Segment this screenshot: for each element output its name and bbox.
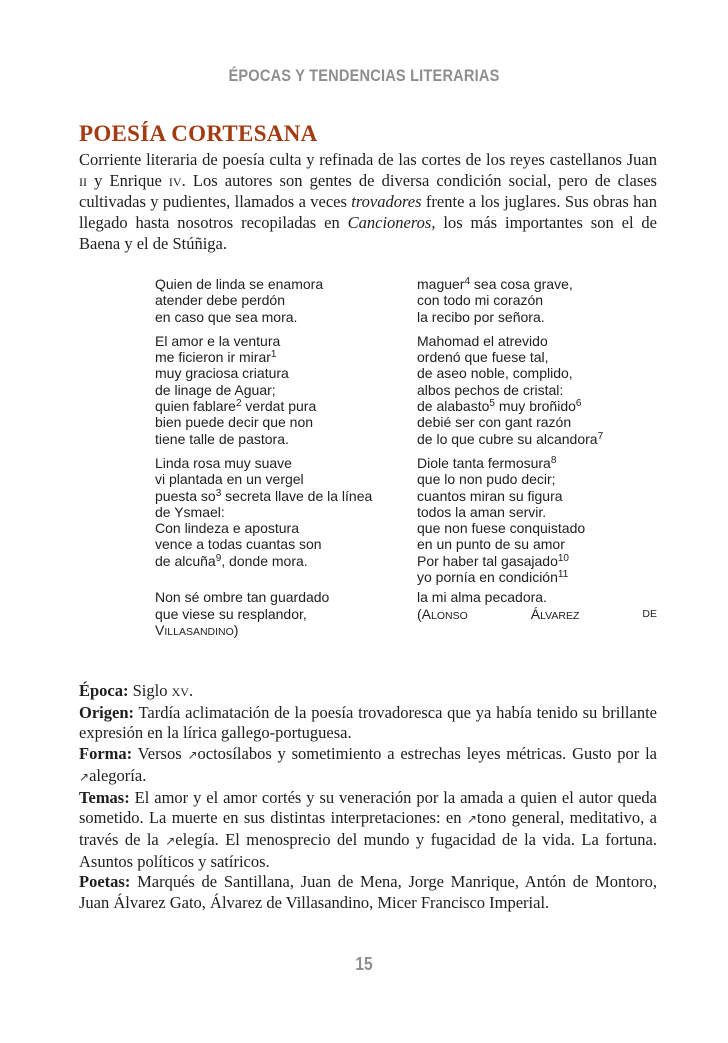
verse-line: que lo non pudo decir; [417,471,556,488]
verse-line: todos la aman servir. [417,503,547,520]
verse-line: atender debe perdón [155,292,285,309]
footnote-ref: 1 [270,349,277,361]
page-number: 15 [355,954,373,974]
verse-line: que viese su resplandor, [155,605,307,622]
verse-line [155,569,417,585]
verse-line: Mahomad el atrevido [417,332,548,349]
verse-line: bien puede decir que non [155,414,314,431]
verse-line: con todo mi corazón [417,292,544,309]
verse-line: Quien de linda se enamora [155,276,324,292]
stanza-2 [155,333,657,447]
origen-entry: Origen: Tardía aclimatación de la poesía trovadoresca que ya había tenido su brillante expresión en la lírica gallego-portuguesa. [79,702,657,743]
stanza-3 [155,455,657,640]
verse-line: que non fuese conquistado [417,520,586,537]
footnote-ref: 3 [215,487,222,499]
verse-line: Diole tanta fermosura$^8$ [417,454,557,471]
verse-line: debié ser con gant razón [417,414,572,431]
verse-line: quien fablare$^2$ verdat pura [155,398,317,415]
verse-line: muy graciosa criatura [155,365,289,382]
verse-line: vi plantada en un vergel [155,471,304,488]
verse-line: me ficieron ir mirar$^1$ [155,349,277,366]
verse-line: Non sé ombre tan guardado [155,589,330,606]
verse-line: de aseo noble, complido, [417,365,573,382]
verse-line: en un punto de su amor [417,536,565,553]
verse-line: en caso que sea mora. [155,308,298,325]
poem-block [155,276,657,640]
footnote-ref: 2 [235,398,242,410]
verse-line: vence a todas cuantas son [155,536,322,553]
verse-line: puesta $so^3$ secreta llave de la línea [155,487,373,504]
running-header: ÉPOCAS Y TENDENCIAS LITERARIAS [228,66,500,85]
footnote-ref: 4 [464,276,471,287]
cross-reference-arrow-icon: ↗ [466,812,477,827]
verse-line: de linage de Aguar; [155,381,276,398]
section-title: POESÍA CORTESANA [79,121,318,146]
verse-line: albos pechos de cristal: [417,381,564,398]
cross-reference-arrow-icon: ↗ [187,748,198,763]
verse-line: de Ysmael: [155,503,225,520]
attribution-end: VILLASANDINO) [155,621,239,638]
verse-line: Con lindeza e apostura [155,520,299,537]
footnote-ref: 10 [557,552,569,564]
stanza-1 [155,276,657,325]
footnote-ref: 8 [550,454,557,466]
footnote-ref: 5 [489,398,495,410]
verse-line: cuantos miran su figura [417,487,563,504]
verse-line: la mi alma pecadora. [417,589,547,606]
verse-line: El amor e la ventura [155,332,281,349]
verse-line: la recibo por señora. [417,308,545,325]
verse-line: tiene talle de pastora. [155,430,289,447]
verse-line: maguer$^4$ sea cosa grave, [417,276,573,292]
intro-paragraph: Corriente literaria de poesía culta y refinada de las cortes de los reyes castellanos Juan II y Enrique IV. Los autores son gentes de diversa condición social, pero de clases cultivadas y pudientes, llamados a veces trovadores frente a los juglares. Sus obras han llegado hasta nosotros recopiladas en Cancioneros, los más importantes son el de Baena y el de Stúñiga. [79,150,658,253]
verse-line: yo pornía en condición$^{11}$ [417,569,569,586]
verse-line: Linda rosa muy suave [155,454,292,471]
verse-line: ordenó que fuese tal, [417,349,549,366]
verse-line: de lo que cubre su alcandora$^7$ [417,430,604,447]
verse-line: de alabasto$^5$ muy broñido$^6$ [417,398,582,415]
epoca-entry: Época: Siglo XV. [79,681,194,700]
verse-line: Por haber tal gasajado$^{10}$ [417,552,569,569]
footnote-ref: 11 [557,569,569,581]
footnote-ref: 7 [597,430,604,442]
cross-reference-arrow-icon: ↗ [79,769,90,784]
forma-entry: Forma: Versos ↗octosílabos y sometimiento a estrechas leyes métricas. Gusto por la ↗alegoría. [79,744,658,785]
info-section [79,681,657,914]
temas-entry: Temas: El amor y el amor cortés y su veneración por la amada a quien el autor queda sometido. La muerte en sus distintas interpretaciones: en ↗tono general, meditativo, a través de la ↗elegía. El menosprecio del mundo y fugacidad de la vida. La fortuna. Asuntos políticos y satíricos. [79,787,657,871]
verse-line: de alcuña$^9$, donde mora. [155,552,308,569]
footnote-ref: 9 [215,552,222,564]
poetas-entry: Poetas: Marqués de Santillana, Juan de Mena, Jorge Manrique, Antón de Montoro, Juan Álvarez Gato, Álvarez de Villasandino, Micer Francisco Imperial. [79,872,657,913]
cross-reference-arrow-icon: ↗ [165,833,176,848]
footnote-ref: 6 [575,398,582,410]
attribution: (ALONSO ÁLVAREZ DE [417,605,657,622]
